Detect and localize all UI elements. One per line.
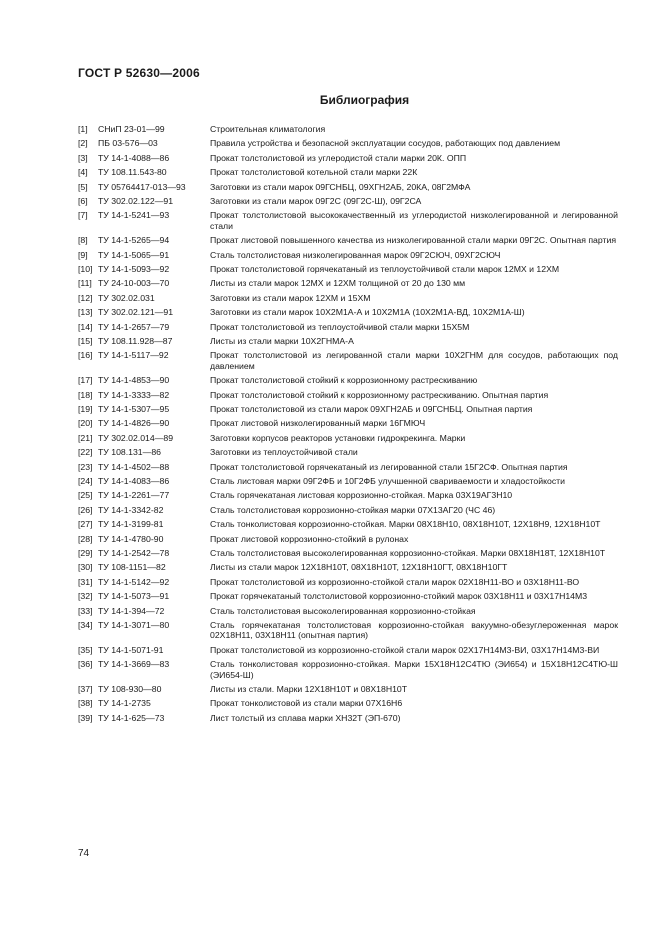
entry-description: Листы из стали марок 12МХ и 12ХМ толщиной от 20 до 130 мм <box>210 278 466 289</box>
entry-code: ТУ 14-1-3199-81 <box>98 519 164 530</box>
entry-number: [35] <box>78 644 93 655</box>
entry-description: Сталь толстолистовая коррозионно-стойкая марки 07Х13АГ20 (ЧС 46) <box>210 504 496 515</box>
entry-description: Прокат листовой повышенного качества из низколегированной стали марки 09Г2С. Опытная партия <box>210 235 617 246</box>
entry-number: [15] <box>78 335 93 346</box>
entry-code: ТУ 14-1-5241—93 <box>98 210 170 221</box>
entry-number: [25] <box>78 490 93 501</box>
entry-code: ТУ 108.131—86 <box>98 447 161 458</box>
document-header: ГОСТ Р 52630—2006 <box>78 66 200 80</box>
bibliography-entry <box>78 182 618 193</box>
entry-description: Прокат тонколистовой из стали марки 07Х16Н6 <box>210 698 403 709</box>
bibliography-entry <box>78 562 618 573</box>
bibliography-entry <box>78 505 618 516</box>
entry-description: Прокат толстолистовой стойкий к коррозионному растрескиванию. Опытная партия <box>210 389 549 400</box>
entry-number: [27] <box>78 519 93 530</box>
entry-code: ТУ 14-1-5065—91 <box>98 249 170 260</box>
entry-description: Сталь листовая марки 09Г2ФБ и 10Г2ФБ улучшенной свариваемости и хладостойкости <box>210 475 566 486</box>
bibliography-entry <box>78 659 618 680</box>
entry-number: [19] <box>78 404 93 415</box>
entry-description: Прокат толстолистовой из стали марок 09ХГН2АБ и 09ГСНБЦ. Опытная партия <box>210 404 533 415</box>
entry-description: Прокат толстолистовой из углеродистой стали марки 20К. ОПП <box>210 152 467 163</box>
entry-number: [17] <box>78 375 93 386</box>
entry-code: ТУ 14-1-4780-90 <box>98 533 164 544</box>
entry-number: [29] <box>78 547 93 558</box>
entry-number: [1] <box>78 124 88 134</box>
entry-code: ТУ 14-1-5307—95 <box>98 404 170 415</box>
entry-number: [39] <box>78 712 93 723</box>
entry-number: [26] <box>78 504 93 515</box>
entry-description: Прокат толстолистовой высококачественный из углеродистой низколегированной и легированной стали <box>210 210 618 231</box>
entry-code: ТУ 302.02.014—89 <box>98 432 174 443</box>
entry-code: ТУ 14-1-5073—91 <box>98 591 170 602</box>
bibliography-entry <box>78 293 618 304</box>
entry-code: ТУ 14-1-2657—79 <box>98 321 170 332</box>
entry-number: [20] <box>78 418 93 429</box>
entry-description: Заготовки из стали марок 09Г2С (09Г2С-Ш), 09Г2СА <box>210 195 422 206</box>
entry-number: [36] <box>78 659 93 670</box>
bibliography-entry <box>78 577 618 588</box>
bibliography-entry <box>78 645 618 656</box>
entry-description: Сталь тонколистовая коррозионно-стойкая. Марки 15Х18Н12С4ТЮ (ЭИ654) и 15Х18Н12С4ТЮ-Ш (ЭИ654-Ш) <box>210 659 618 680</box>
entry-code: ТУ 108-930—80 <box>98 684 162 695</box>
entry-number: [8] <box>78 235 88 246</box>
entry-code: ТУ 302.02.031 <box>98 292 155 303</box>
entry-code: ТУ 05764417-013—93 <box>98 181 186 192</box>
bibliography-list <box>78 124 618 727</box>
entry-description: Заготовки корпусов реакторов установки гидрокрекинга. Марки <box>210 432 466 443</box>
entry-description: Прокат толстолистовой из коррозионно-стойкой стали марок 02Х18Н11-ВО и 03Х18Н11-ВО <box>210 576 580 587</box>
entry-code: ТУ 108.11.543-80 <box>98 167 167 178</box>
bibliography-entry <box>78 713 618 724</box>
entry-code: ТУ 14-1-4826—90 <box>98 418 170 429</box>
bibliography-entry <box>78 519 618 530</box>
entry-description: Прокат толстолистовой из коррозионно-стойкой стали марок 02Х17Н14М3-ВИ, 03Х17Н14М3-ВИ <box>210 644 600 655</box>
bibliography-entry <box>78 591 618 602</box>
entry-number: [24] <box>78 475 93 486</box>
entry-code: ТУ 14-1-625—73 <box>98 712 165 723</box>
bibliography-entry <box>78 336 618 347</box>
entry-code: ТУ 14-1-5142—92 <box>98 576 170 587</box>
entry-code: ТУ 14-1-3071—80 <box>98 619 170 630</box>
entry-code: ТУ 14-1-5071-91 <box>98 644 164 655</box>
entry-code: ТУ 14-1-394—72 <box>98 605 165 616</box>
entry-number: [33] <box>78 605 93 616</box>
entry-number: [31] <box>78 576 93 587</box>
entry-number: [12] <box>78 292 93 303</box>
entry-description: Лист толстый из сплава марки ХН32Т (ЭП-670) <box>210 712 401 723</box>
bibliography-entry <box>78 153 618 164</box>
bibliography-entry <box>78 476 618 487</box>
page-number: 74 <box>78 848 90 859</box>
entry-number: [34] <box>78 619 93 630</box>
entry-description: Сталь толстолистовая высоколегированная коррозионно-стойкая <box>210 605 476 616</box>
entry-code: ТУ 14-1-4088—86 <box>98 152 170 163</box>
entry-description: Заготовки из стали марок 10Х2М1А-А и 10Х2М1А (10Х2М1А-ВД, 10Х2М1А-Ш) <box>210 307 525 318</box>
entry-code: ТУ 24-10-003—70 <box>98 278 170 289</box>
entry-description: Прокат толстолистовой котельной стали марки 22К <box>210 167 418 178</box>
entry-number: [9] <box>78 249 88 260</box>
entry-code: ТУ 14-1-3669—83 <box>98 659 170 670</box>
entry-number: [30] <box>78 562 93 573</box>
entry-number: [32] <box>78 591 93 602</box>
bibliography-entry <box>78 124 618 135</box>
entry-code: ТУ 14-1-4083—86 <box>98 475 170 486</box>
bibliography-entry <box>78 196 618 207</box>
bibliography-entry <box>78 322 618 333</box>
entry-number: [5] <box>78 181 88 192</box>
entry-description: Листы из стали марок 12Х18Н10Т, 08Х18Н10Т, 12Х18Н10ГТ, 08Х18Н10ГТ <box>210 562 508 573</box>
entry-description: Заготовки из стали марок 12ХМ и 15ХМ <box>210 292 371 303</box>
entry-number: [18] <box>78 389 93 400</box>
bibliography-entry <box>78 534 618 545</box>
entry-number: [16] <box>78 350 93 361</box>
entry-number: [4] <box>78 167 88 178</box>
entry-description: Сталь тонколистовая коррозионно-стойкая. Марки 08Х18Н10, 08Х18Н10Т, 12Х18Н9, 12Х18Н10Т <box>210 519 601 530</box>
entry-description: Правила устройства и безопасной эксплуатации сосудов, работающих под давлением <box>210 138 561 149</box>
entry-code: ТУ 14-1-5093—92 <box>98 264 170 275</box>
entry-code: ТУ 14-1-2261—77 <box>98 490 170 501</box>
entry-code: ТУ 14-1-5265—94 <box>98 235 170 246</box>
bibliography-entry <box>78 418 618 429</box>
bibliography-entry <box>78 138 618 149</box>
bibliography-entry <box>78 250 618 261</box>
entry-description: Прокат листовой коррозионно-стойкий в рулонах <box>210 533 409 544</box>
bibliography-entry <box>78 167 618 178</box>
bibliography-entry <box>78 548 618 559</box>
entry-description: Строительная климатология <box>210 124 326 134</box>
entry-number: [37] <box>78 684 93 695</box>
entry-number: [3] <box>78 152 88 163</box>
entry-number: [21] <box>78 432 93 443</box>
entry-code: ТУ 108-1151—82 <box>98 562 166 573</box>
entry-description: Листы из стали марки 10Х2ГНМА-А <box>210 335 354 346</box>
entry-number: [7] <box>78 210 88 221</box>
bibliography-entry <box>78 433 618 444</box>
entry-number: [38] <box>78 698 93 709</box>
entry-code: ТУ 302.02.122—91 <box>98 195 174 206</box>
bibliography-entry <box>78 684 618 695</box>
entry-code: ТУ 14-1-3342-82 <box>98 504 164 515</box>
entry-number: [28] <box>78 533 93 544</box>
bibliography-entry <box>78 350 618 371</box>
entry-description: Сталь горячекатаная толстолистовая коррозионно-стойкая вакуумно-обезуглероженная марок 02Х18Н11, 03Х18Н11 (опытная партия) <box>210 619 618 641</box>
entry-code: ТУ 14-1-2735 <box>98 698 151 709</box>
entry-code: ТУ 108.11.928—87 <box>98 335 173 346</box>
entry-description: Сталь толстолистовая высоколегированная коррозионно-стойкая. Марки 08Х18Н18Т, 12Х18Н10Т <box>210 547 606 558</box>
entry-code: ТУ 14-1-4502—88 <box>98 461 170 472</box>
entry-code: СНиП 23-01—99 <box>98 124 165 134</box>
bibliography-entry <box>78 404 618 415</box>
section-title: Библиография <box>319 93 410 107</box>
entry-description: Заготовки из теплоустойчивой стали <box>210 447 358 458</box>
entry-number: [13] <box>78 307 93 318</box>
entry-code: ТУ 14-1-4853—90 <box>98 375 170 386</box>
entry-code: ТУ 14-1-5117—92 <box>98 350 169 361</box>
entry-description: Заготовки из стали марок 09ГСНБЦ, 09ХГН2АБ, 20КА, 08Г2МФА <box>210 181 471 192</box>
entry-description: Прокат толстолистовой стойкий к коррозионному растрескиванию <box>210 375 478 386</box>
entry-description: Прокат горячекатаный толстолистовой коррозионно-стойкий марок 03Х18Н11 и 03Х17Н14М3 <box>210 591 588 602</box>
entry-number: [2] <box>78 138 88 149</box>
entry-code: ПБ 03-576—03 <box>98 138 158 149</box>
entry-description: Сталь горячекатаная листовая коррозионно-стойкая. Марка 03Х19АГ3Н10 <box>210 490 513 501</box>
entry-number: [23] <box>78 461 93 472</box>
bibliography-entry <box>78 620 618 641</box>
bibliography-entry <box>78 264 618 275</box>
bibliography-entry <box>78 375 618 386</box>
entry-description: Прокат толстолистовой из легированной стали марки 10Х2ГНМ для сосудов, работающих под давлением <box>210 350 618 371</box>
bibliography-entry <box>78 210 618 231</box>
entry-number: [22] <box>78 447 93 458</box>
entry-code: ТУ 302.02.121—91 <box>98 307 174 318</box>
entry-description: Прокат листовой низколегированный марки 16ГМЮЧ <box>210 418 426 429</box>
entry-description: Прокат толстолистовой из теплоустойчивой стали марки 15Х5М <box>210 321 470 332</box>
entry-number: [11] <box>78 278 92 289</box>
entry-number: [10] <box>78 264 93 275</box>
bibliography-entry <box>78 278 618 289</box>
entry-number: [14] <box>78 321 93 332</box>
entry-description: Прокат толстолистовой горячекатаный из теплоустойчивой стали марок 12МХ и 12ХМ <box>210 264 560 275</box>
bibliography-entry <box>78 447 618 458</box>
entry-description: Листы из стали. Марки 12Х18Н10Т и 08Х18Н10Т <box>210 684 408 695</box>
entry-description: Сталь толстолистовая низколегированная марок 09Г2СЮЧ, 09ХГ2СЮЧ <box>210 249 501 260</box>
bibliography-entry <box>78 490 618 501</box>
bibliography-entry <box>78 462 618 473</box>
bibliography-entry <box>78 698 618 709</box>
bibliography-entry <box>78 235 618 246</box>
entry-code: ТУ 14-1-3333—82 <box>98 389 170 400</box>
entry-number: [6] <box>78 195 88 206</box>
bibliography-entry <box>78 390 618 401</box>
bibliography-entry <box>78 307 618 318</box>
entry-description: Прокат толстолистовой горячекатаный из легированной стали 15Г2СФ. Опытная партия <box>210 461 568 472</box>
bibliography-entry <box>78 606 618 617</box>
entry-code: ТУ 14-1-2542—78 <box>98 547 170 558</box>
